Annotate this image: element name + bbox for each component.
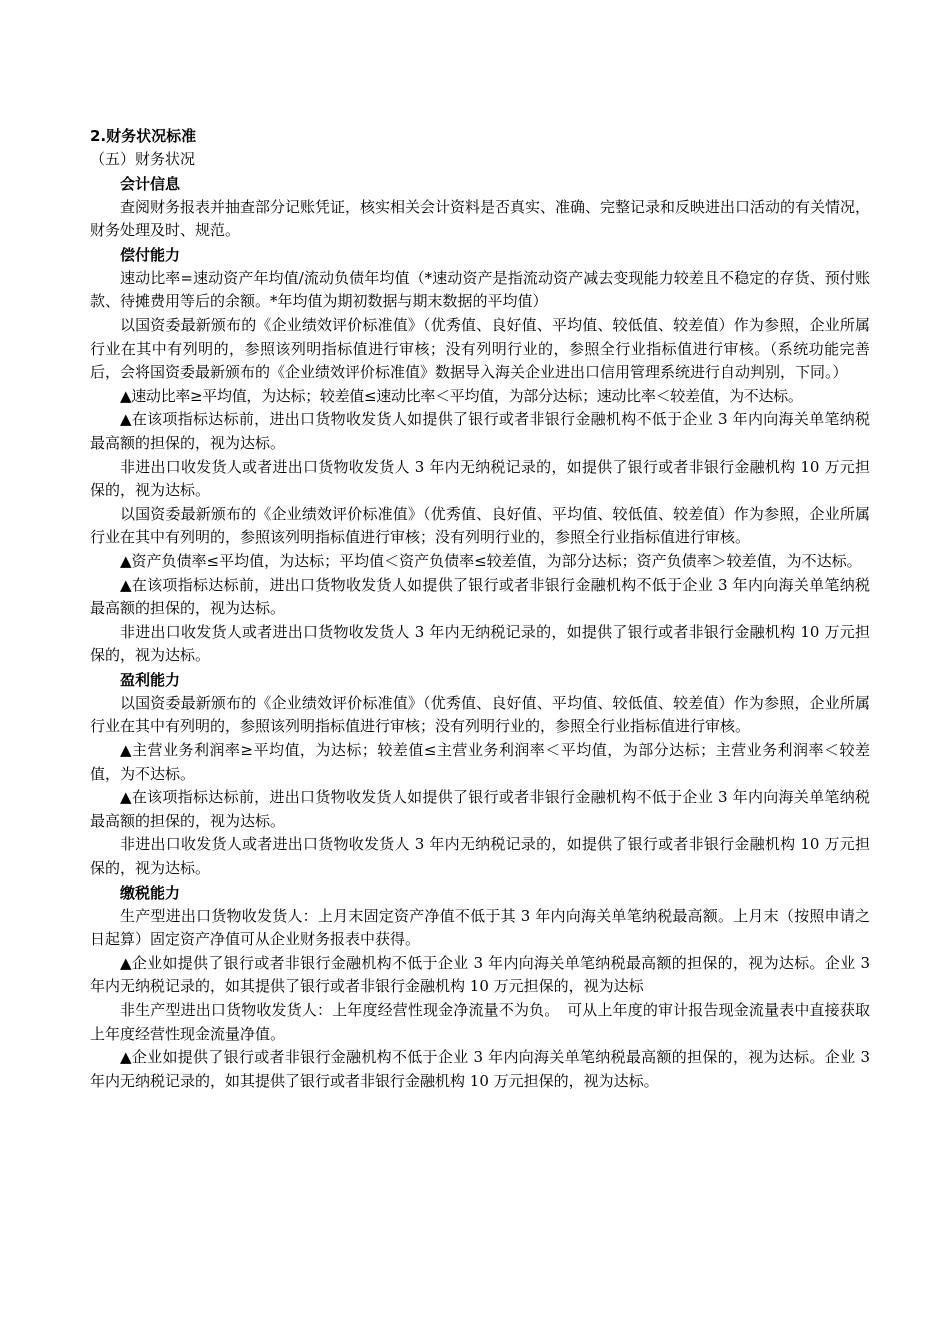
paragraph: 速动比率=速动资产年均值/流动负债年均值（*速动资产是指流动资产减去变现能力较差且不稳定的存货、预付账款、待摊费用等后的余额。*年均值为期初数据与期末数据的平均值）: [90, 268, 870, 311]
paragraph: 以国资委最新颁布的《企业绩效评价标准值》（优秀值、良好值、平均值、较低值、较差值）作为参照，企业所属行业在其中有列明的，参照该列明指标值进行审核；没有列明行业的，参照全行业指标值进行审核。: [90, 693, 870, 736]
paragraph: ▲速动比率≥平均值，为达标；较差值≤速动比率＜平均值，为部分达标；速动比率＜较差值，为不达标。: [120, 386, 803, 405]
paragraph: ▲在该项指标达标前，进出口货物收发货人如提供了银行或者非银行金融机构不低于企业 3 年内向海关单笔纳税最高额的担保的，视为达标。: [90, 575, 870, 618]
paragraph: 非进出口收发货人或者进出口货物收发货人 3 年内无纳税记录的，如提供了银行或者非银行金融机构 10 万元担保的，视为达标。: [90, 835, 870, 878]
paragraph: ▲企业如提供了银行或者非银行金融机构不低于企业 3 年内向海关单笔纳税最高额的担保的，视为达标。企业 3 年内无纳税记录的，如其提供了银行或者非银行金融机构 10 万元担保的，视为达标。: [90, 1048, 870, 1090]
profit-heading: 盈利能力: [120, 670, 181, 689]
paragraph: ▲企业如提供了银行或者非银行金融机构不低于企业 3 年内向海关单笔纳税最高额的担保的，视为达标。企业 3 年内无纳税记录的，如其提供了银行或者非银行金融机构 10 万元担保的，视为达标: [90, 953, 870, 996]
paragraph: ▲在该项指标达标前，进出口货物收发货人如提供了银行或者非银行金融机构不低于企业 3 年内向海关单笔纳税最高额的担保的，视为达标。: [90, 788, 870, 830]
document-page: [90, 124, 870, 1093]
paragraph: ▲资产负债率≤平均值，为达标；平均值＜资产负债率≤较差值，为部分达标；资产负债率＞较差值，为不达标。: [120, 551, 862, 570]
paragraph: 以国资委最新颁布的《企业绩效评价标准值》（优秀值、良好值、平均值、较低值、较差值）作为参照，企业所属行业在其中有列明的，参照该列明指标值进行审核；没有列明行业的，参照全行业指标值进行审核。（系统功能完善后，会将国资委最新颁布的《企业绩效评价标准值》数据导入海关企业进出口信用管理系统进行自动判别，下同。）: [90, 315, 870, 382]
paragraph: ▲主营业务利润率≥平均值，为达标；较差值≤主营业务利润率＜平均值，为部分达标；主营业务利润率＜较差值，为不达标。: [90, 741, 870, 783]
document-title: 2.财务状况标准: [90, 127, 197, 145]
solvency-heading: 偿付能力: [120, 245, 181, 264]
paragraph: ▲在该项指标达标前，进出口货物收发货人如提供了银行或者非银行金融机构不低于企业 3 年内向海关单笔纳税最高额的担保的，视为达标。: [90, 410, 870, 452]
paragraph: 非进出口收发货人或者进出口货物收发货人 3 年内无纳税记录的，如提供了银行或者非银行金融机构 10 万元担保的，视为达标。: [90, 622, 870, 665]
accounting-heading: 会计信息: [120, 174, 181, 193]
paragraph: 查阅财务报表并抽查部分记账凭证，核实相关会计资料是否真实、准确、完整记录和反映进出口活动的有关情况，财务处理及时、规范。: [90, 197, 871, 240]
paragraph: 非进出口收发货人或者进出口货物收发货人 3 年内无纳税记录的，如提供了银行或者非银行金融机构 10 万元担保的，视为达标。: [90, 457, 870, 500]
paragraph: 以国资委最新颁布的《企业绩效评价标准值》（优秀值、良好值、平均值、较低值、较差值）作为参照，企业所属行业在其中有列明的，参照该列明指标值进行审核；没有列明行业的，参照全行业指标值进行审核。: [90, 504, 870, 547]
tax-heading: 缴税能力: [120, 883, 181, 902]
paragraph: 生产型进出口货物收发货人：上月末固定资产净值不低于其 3 年内向海关单笔纳税最高额。上月末（按照申请之日起算）固定资产净值可从企业财务报表中获得。: [90, 906, 870, 949]
section-heading: （五）财务状况: [90, 150, 196, 168]
paragraph: 非生产型进出口货物收发货人：上年度经营性现金净流量不为负。 可从上年度的审计报告现金流量表中直接获取上年度经营性现金流量净值。: [90, 1001, 870, 1043]
